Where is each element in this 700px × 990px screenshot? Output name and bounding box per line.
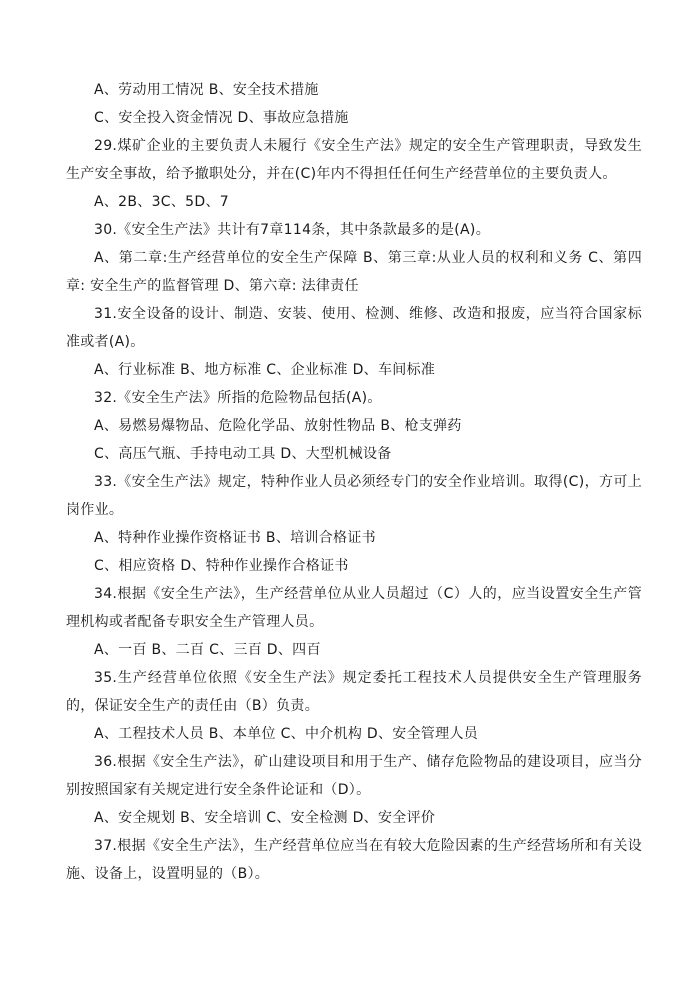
option-line: A、安全规划 B、安全培训 C、安全检测 D、安全评价 <box>94 810 436 826</box>
question-35: 35.生产经营单位依照《安全生产法》规定委托工程技术人员提供安全生产管理服务的，保证安全生产的责任由（B）负责。 <box>66 670 642 714</box>
question-31: 31.安全设备的设计、制造、安装、使用、检测、维修、改造和报废，应当符合国家标准或者(A)。 <box>66 306 642 350</box>
option-line: C、高压气瓶、手持电动工具 D、大型机械设备 <box>94 446 392 462</box>
question-32: 32.《安全生产法》所指的危险物品包括(A)。 <box>94 390 382 406</box>
question-33: 33.《安全生产法》规定，特种作业人员必须经专门的安全作业培训。取得(C)，方可上岗作业。 <box>66 474 642 518</box>
question-37: 37.根据《安全生产法》，生产经营单位应当在有较大危险因素的生产经营场所和有关设施、设备上，设置明显的（B）。 <box>66 838 642 882</box>
document-body <box>66 76 642 888</box>
option-line: A、行业标准 B、地方标准 C、企业标准 D、车间标准 <box>94 362 436 378</box>
question-30: 30.《安全生产法》共计有7章114条，其中条款最多的是(A)。 <box>94 222 490 238</box>
question-29: 29.煤矿企业的主要负责人未履行《安全生产法》规定的安全生产管理职责，导致发生生产安全事故，给予撤职处分，并在(C)年内不得担任任何生产经营单位的主要负责人。 <box>66 138 642 182</box>
option-line: A、第二章:生产经营单位的安全生产保障 B、第三章:从业人员的权利和义务 C、第四章: 安全生产的监督管理 D、第六章: 法律责任 <box>66 250 642 294</box>
option-line: A、特种作业操作资格证书 B、培训合格证书 <box>94 530 376 546</box>
question-34: 34.根据《安全生产法》，生产经营单位从业人员超过（C）人的，应当设置安全生产管理机构或者配备专职安全生产管理人员。 <box>66 586 642 630</box>
option-line: A、工程技术人员 B、本单位 C、中介机构 D、安全管理人员 <box>94 726 479 742</box>
option-line: A、一百 B、二百 C、三百 D、四百 <box>94 642 321 658</box>
option-line: C、相应资格 D、特种作业操作合格证书 <box>94 558 349 574</box>
option-line: A、2B、3C、5D、7 <box>94 194 229 210</box>
option-line: A、劳动用工情况 B、安全技术措施 <box>94 82 319 98</box>
option-line: A、易燃易爆物品、危险化学品、放射性物品 B、枪支弹药 <box>94 418 462 434</box>
question-36: 36.根据《安全生产法》，矿山建设项目和用于生产、储存危险物品的建设项目，应当分别按照国家有关规定进行安全条件论证和（D）。 <box>66 754 642 798</box>
option-line: C、安全投入资金情况 D、事故应急措施 <box>94 110 349 126</box>
